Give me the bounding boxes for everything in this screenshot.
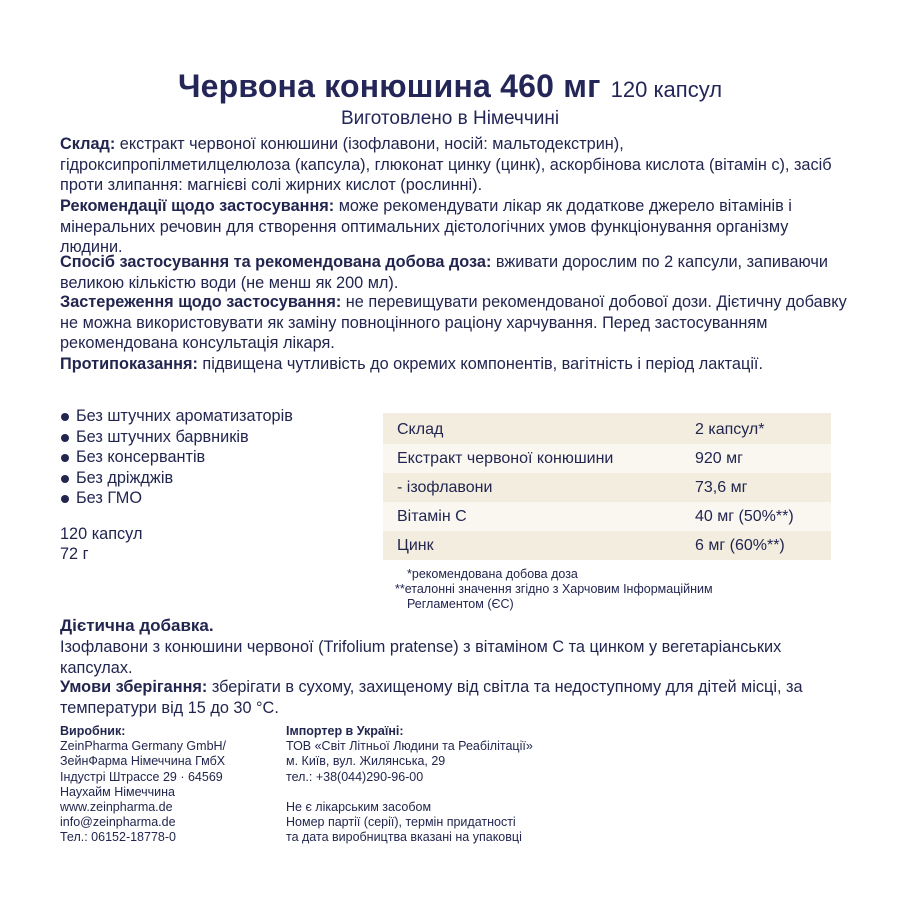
recommendations-label: Рекомендації щодо застосування: (60, 197, 335, 215)
table-row (383, 531, 831, 560)
notice-line: та дата виробництва вказані на упаковці (286, 830, 522, 845)
contraindications-section (60, 354, 850, 375)
composition-label: Склад: (60, 135, 116, 153)
warnings-label: Застереження щодо застосування: (60, 293, 342, 311)
warnings-text: не перевищувати рекомендованої добової дози. Дієтичну добавку не можна використовувати як заміну повноцінного раціону харчування. Перед застосуванням рекомендована консультація лікаря. (60, 293, 847, 352)
footnote-regulation: Регламентом (ЄС) (407, 597, 514, 611)
table-cell: 920 мг (695, 450, 743, 467)
recommendations-text: може рекомендувати лікар як додаткове джерело вітамінів і мінеральних речовин для створення оптимальних дієтологічних умов функціонування організму людини. (60, 197, 792, 256)
dietary-title: Дієтична добавка. (60, 616, 214, 635)
table-cell: - ізофлавони (397, 479, 493, 496)
feature-item: Без консервантів (60, 447, 293, 468)
product-title (0, 68, 900, 105)
table-cell: 40 мг (50%**) (695, 508, 794, 525)
dietary-description (60, 637, 850, 678)
manufacturer-website: www.zeinpharma.de (60, 800, 173, 815)
table-cell: Вітамін С (397, 508, 467, 525)
table-row (383, 473, 831, 502)
manufacturer-label: Виробник: (60, 724, 126, 738)
table-header-cell: Склад (397, 421, 444, 438)
package-weight: 72 г (60, 545, 89, 563)
table-cell: 73,6 мг (695, 479, 748, 496)
storage-label: Умови зберігання: (60, 678, 208, 696)
recommendations-section (60, 196, 850, 258)
warnings-section (60, 292, 850, 354)
dosage-section (60, 252, 850, 293)
table-row (383, 502, 831, 531)
composition-section (60, 134, 850, 196)
contraindications-text: підвищена чутливість до окремих компонентів, вагітність і період лактації. (197, 355, 763, 373)
dietary-text: Ізофлавони з конюшини червоної (Trifolium pratense) з вітаміном С та цинком у вегетаріанських капсулах. (60, 638, 782, 677)
footnote-daily-dose: *рекомендована добова доза (407, 567, 578, 581)
package-info (60, 524, 142, 564)
manufacturer-line: Наухайм Німеччина (60, 784, 175, 799)
features-list (60, 406, 293, 509)
feature-item: Без штучних барвників (60, 427, 293, 448)
nutrition-table (383, 413, 831, 560)
manufacturer-line: Індустрі Штрассе 29 · 64569 (60, 769, 223, 784)
storage-text: зберігати в сухому, захищеному від світла та недоступному для дітей місці, за температури від 15 до 30 °С. (60, 678, 803, 717)
manufacturer-email: info@zeinpharma.de (60, 815, 176, 830)
importer-phone: тел.: +38(044)290-96-00 (286, 769, 424, 784)
dosage-text: вживати дорослим по 2 капсули, запиваючи великою кількістю води (не менш як 200 мл). (60, 253, 828, 292)
table-cell: Цинк (397, 537, 434, 554)
made-in-label: Виготовлено в Німеччині (340, 108, 560, 129)
importer-line: м. Київ, вул. Жилянська, 29 (286, 754, 446, 769)
contraindications-label: Протипоказання: (60, 355, 198, 373)
storage-section (60, 677, 850, 718)
importer-block (286, 724, 533, 845)
manufacturer-phone: Тел.: 06152-18778-0 (60, 830, 176, 845)
table-cell: 6 мг (60%**) (695, 537, 785, 554)
notice-line: Не є лікарським засобом (286, 799, 432, 814)
feature-item: Без ГМО (60, 488, 293, 509)
composition-text: екстракт червоної конюшини (ізофлавони, носій: мальтодекстрин), гідроксипропілметилцелюлоза (капсула), глюконат цинку (цинк), аскорбінова кислота (вітамін с), засіб проти злипання: магнієві солі жирних кислот (рослинні). (60, 135, 832, 194)
product-quantity: 120 капсул (610, 77, 723, 102)
table-footnotes (383, 567, 713, 612)
table-header-row (383, 415, 831, 444)
manufacturer-block (60, 724, 226, 846)
package-count: 120 капсул (60, 525, 143, 543)
table-header-cell: 2 капсул* (695, 421, 765, 438)
manufacturer-line: ЗейнФарма Німеччина ГмбХ (60, 754, 226, 769)
manufacturer-line: ZeinPharma Germany GmbH/ (60, 739, 227, 754)
feature-item: Без штучних ароматизаторів (60, 406, 293, 427)
feature-item: Без дріжджів (60, 468, 293, 489)
importer-line: ТОВ «Світ Літньої Людини та Реабілітації» (286, 739, 533, 754)
product-name: Червона конюшина 460 мг (177, 68, 601, 104)
dosage-label: Спосіб застосування та рекомендована добова доза: (60, 253, 492, 271)
table-row (383, 444, 831, 473)
importer-label: Імпортер в Україні: (286, 724, 404, 738)
table-cell: Екстракт червоної конюшини (397, 450, 614, 467)
footnote-reference-values: **еталонні значення згідно з Харчовим Інформаційним (395, 582, 713, 596)
notice-line: Номер партії (серії), термін придатності (286, 815, 516, 830)
